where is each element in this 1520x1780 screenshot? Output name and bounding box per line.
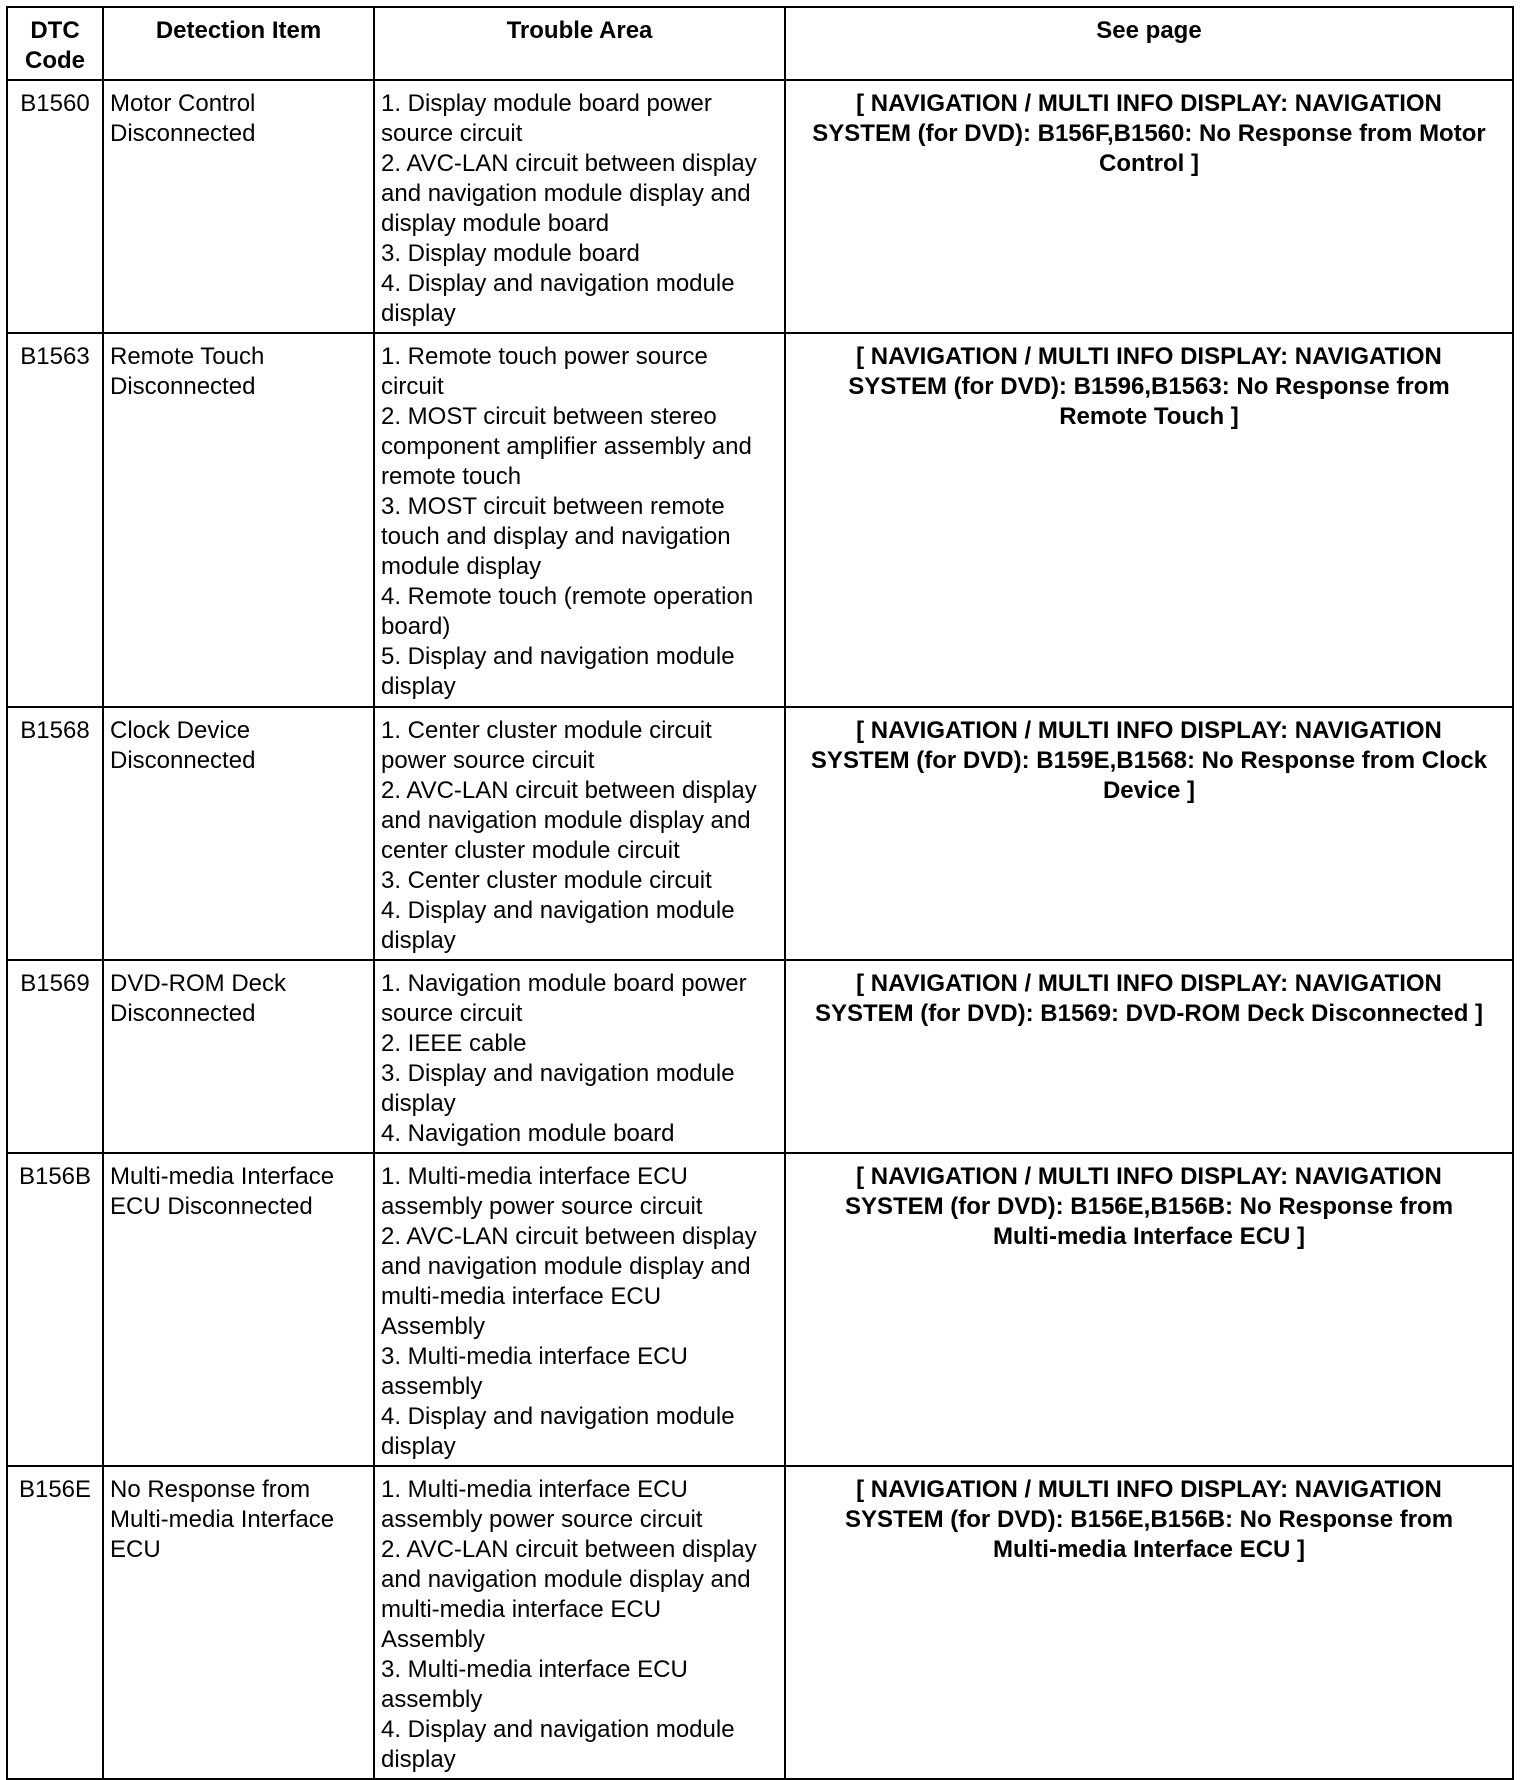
trouble-area-cell: 1. Navigation module board power source circuit 2. IEEE cable 3. Display and navigation module display 4. Navigation module board bbox=[374, 960, 785, 1153]
table-row bbox=[7, 1466, 1513, 1779]
dtc-code-cell: B156E bbox=[7, 1466, 103, 1779]
trouble-area-cell: 1. Multi-media interface ECU assembly power source circuit 2. AVC-LAN circuit between display and navigation module display and multi-media interface ECU Assembly 3. Multi-media interface ECU assembly 4. Display and navigation module display bbox=[374, 1466, 785, 1779]
table-row bbox=[7, 960, 1513, 1153]
see-page-link[interactable]: [ NAVIGATION / MULTI INFO DISPLAY: NAVIGATION SYSTEM (for DVD): B1569: DVD-ROM Deck Disconnected ] bbox=[785, 960, 1513, 1153]
dtc-code-cell: B1569 bbox=[7, 960, 103, 1153]
trouble-area-cell: 1. Center cluster module circuit power source circuit 2. AVC-LAN circuit between display and navigation module display and center cluster module circuit 3. Center cluster module circuit 4. Display and navigation module display bbox=[374, 707, 785, 960]
detection-item-cell: Motor Control Disconnected bbox=[103, 80, 374, 333]
trouble-area-cell: 1. Display module board power source circuit 2. AVC-LAN circuit between display and navigation module display and display module board 3. Display module board 4. Display and navigation module display bbox=[374, 80, 785, 333]
detection-item-cell: Remote Touch Disconnected bbox=[103, 333, 374, 707]
table-row bbox=[7, 80, 1513, 333]
dtc-code-cell: B156B bbox=[7, 1153, 103, 1466]
dtc-code-cell: B1563 bbox=[7, 333, 103, 707]
detection-item-cell: Multi-media Interface ECU Disconnected bbox=[103, 1153, 374, 1466]
see-page-link[interactable]: [ NAVIGATION / MULTI INFO DISPLAY: NAVIGATION SYSTEM (for DVD): B156E,B156B: No Response from Multi-media Interface ECU ] bbox=[785, 1466, 1513, 1779]
dtc-code-cell: B1560 bbox=[7, 80, 103, 333]
header-dtc-code: DTC Code bbox=[7, 7, 103, 80]
detection-item-cell: DVD-ROM Deck Disconnected bbox=[103, 960, 374, 1153]
trouble-area-cell: 1. Multi-media interface ECU assembly power source circuit 2. AVC-LAN circuit between display and navigation module display and multi-media interface ECU Assembly 3. Multi-media interface ECU assembly 4. Display and navigation module display bbox=[374, 1153, 785, 1466]
dtc-code-cell: B1568 bbox=[7, 707, 103, 960]
header-see-page: See page bbox=[785, 7, 1513, 80]
header-detection-item: Detection Item bbox=[103, 7, 374, 80]
see-page-link[interactable]: [ NAVIGATION / MULTI INFO DISPLAY: NAVIGATION SYSTEM (for DVD): B1596,B1563: No Response from Remote Touch ] bbox=[785, 333, 1513, 707]
header-trouble-area: Trouble Area bbox=[374, 7, 785, 80]
table-row bbox=[7, 333, 1513, 707]
detection-item-cell: Clock Device Disconnected bbox=[103, 707, 374, 960]
table-row bbox=[7, 707, 1513, 960]
table-row bbox=[7, 1153, 1513, 1466]
see-page-link[interactable]: [ NAVIGATION / MULTI INFO DISPLAY: NAVIGATION SYSTEM (for DVD): B159E,B1568: No Response from Clock Device ] bbox=[785, 707, 1513, 960]
see-page-link[interactable]: [ NAVIGATION / MULTI INFO DISPLAY: NAVIGATION SYSTEM (for DVD): B156E,B156B: No Response from Multi-media Interface ECU ] bbox=[785, 1153, 1513, 1466]
header-row bbox=[7, 7, 1513, 80]
detection-item-cell: No Response from Multi-media Interface ECU bbox=[103, 1466, 374, 1779]
see-page-link[interactable]: [ NAVIGATION / MULTI INFO DISPLAY: NAVIGATION SYSTEM (for DVD): B156F,B1560: No Response from Motor Control ] bbox=[785, 80, 1513, 333]
trouble-area-cell: 1. Remote touch power source circuit 2. MOST circuit between stereo component amplifier assembly and remote touch 3. MOST circuit between remote touch and display and navigation module display 4. Remote touch (remote operation board) 5. Display and navigation module display bbox=[374, 333, 785, 707]
dtc-table bbox=[6, 6, 1514, 1780]
